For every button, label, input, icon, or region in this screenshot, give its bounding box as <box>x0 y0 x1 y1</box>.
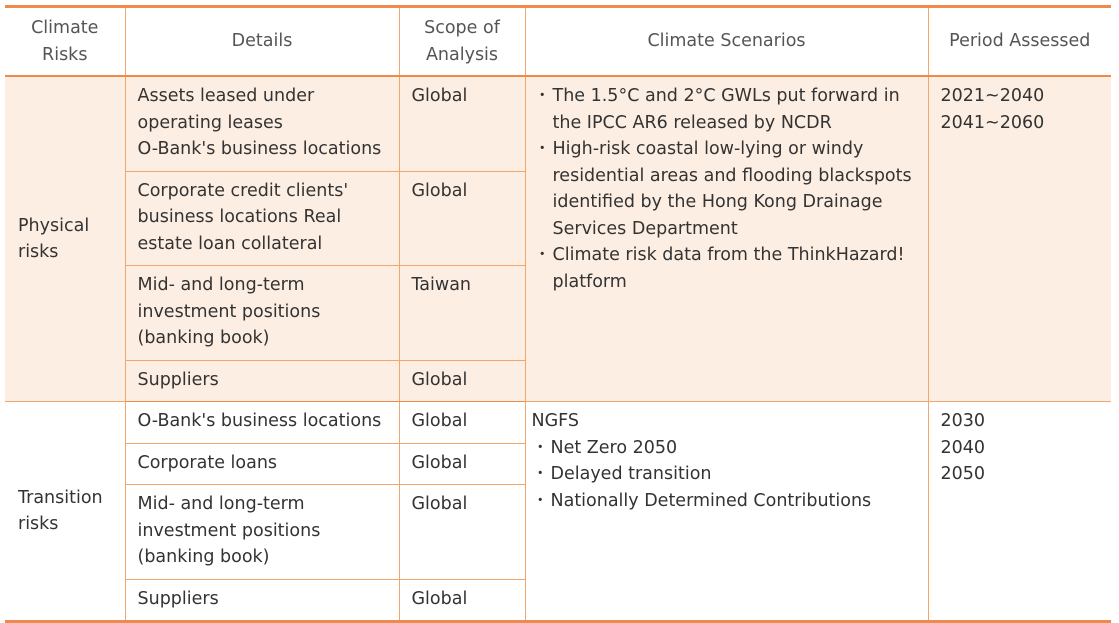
scenario-text: Climate risk data from the ThinkHazard! platform <box>552 245 905 292</box>
scenario-item <box>534 136 920 242</box>
details-cell: Corporate loans <box>125 443 399 485</box>
header-climate-scenarios: Climate Scenarios <box>525 7 928 77</box>
bullet-marker: ・ <box>533 86 551 106</box>
period-value: 2030 <box>940 411 986 431</box>
details-cell: Mid- and long-term investment positions (banking book) <box>125 266 399 361</box>
header-scope-of-analysis: Scope of Analysis <box>399 7 525 77</box>
header-climate-risks: Climate Risks <box>5 7 125 77</box>
bullet-marker: ・ <box>531 490 549 511</box>
header-period-assessed: Period Assessed <box>928 7 1111 77</box>
risk-category-transition: Transition risks <box>5 402 125 622</box>
scenario-text: High-risk coastal low-lying or windy residential areas and flooding blackspots identified by the Hong Kong Drainage Services Department <box>552 139 912 239</box>
details-line: Assets leased under operating leases <box>137 86 315 133</box>
period-value: 2041~2060 <box>940 112 1045 133</box>
periods-cell-physical <box>928 76 1111 402</box>
table-row <box>5 402 1111 444</box>
scope-cell: Global <box>399 485 525 580</box>
details-cell: Corporate credit clients' business locations Real estate loan collateral <box>125 171 399 266</box>
climate-risk-table-container <box>5 5 1111 623</box>
scope-cell: Taiwan <box>399 266 525 361</box>
scope-cell: Global <box>399 76 525 171</box>
bullet-marker: ・ <box>531 437 549 458</box>
header-row <box>5 7 1111 77</box>
period-value: 2040 <box>940 437 986 458</box>
scenario-intro: NGFS <box>531 411 580 431</box>
bullet-marker: ・ <box>533 245 551 265</box>
scope-cell: Global <box>399 402 525 444</box>
climate-risk-table <box>5 5 1111 623</box>
periods-cell-transition <box>928 402 1111 622</box>
header-details: Details <box>125 7 399 77</box>
scenario-text: Net Zero 2050 <box>550 437 678 458</box>
scenario-item <box>534 242 920 295</box>
bullet-marker: ・ <box>531 464 549 484</box>
scenarios-cell-physical <box>525 76 928 402</box>
risk-category-physical: Physical risks <box>5 76 125 402</box>
details-line: O-Bank's business locations <box>137 139 382 159</box>
scope-cell: Global <box>399 171 525 266</box>
details-cell: Suppliers <box>125 360 399 402</box>
details-cell: Mid- and long-term investment positions (banking book) <box>125 485 399 580</box>
period-value: 2021~2040 <box>940 86 1045 106</box>
scenario-text: The 1.5°C and 2°C GWLs put forward in the IPCC AR6 released by NCDR <box>552 86 900 133</box>
details-cell: O-Bank's business locations <box>125 402 399 444</box>
details-cell <box>125 76 399 171</box>
period-value: 2050 <box>940 464 986 484</box>
details-cell: Suppliers <box>125 579 399 622</box>
table-row <box>5 76 1111 171</box>
scope-cell: Global <box>399 579 525 622</box>
scenario-item <box>532 488 920 515</box>
scenario-item <box>532 435 920 462</box>
scenario-item <box>532 461 920 488</box>
scenario-text: Nationally Determined Contributions <box>550 490 872 511</box>
transition-risks-group <box>5 402 1111 622</box>
scenarios-cell-transition <box>525 402 928 622</box>
physical-risks-group <box>5 76 1111 402</box>
scope-cell: Global <box>399 360 525 402</box>
scope-cell: Global <box>399 443 525 485</box>
scenario-text: Delayed transition <box>550 464 712 484</box>
bullet-marker: ・ <box>533 139 551 159</box>
scenario-item <box>534 83 920 136</box>
